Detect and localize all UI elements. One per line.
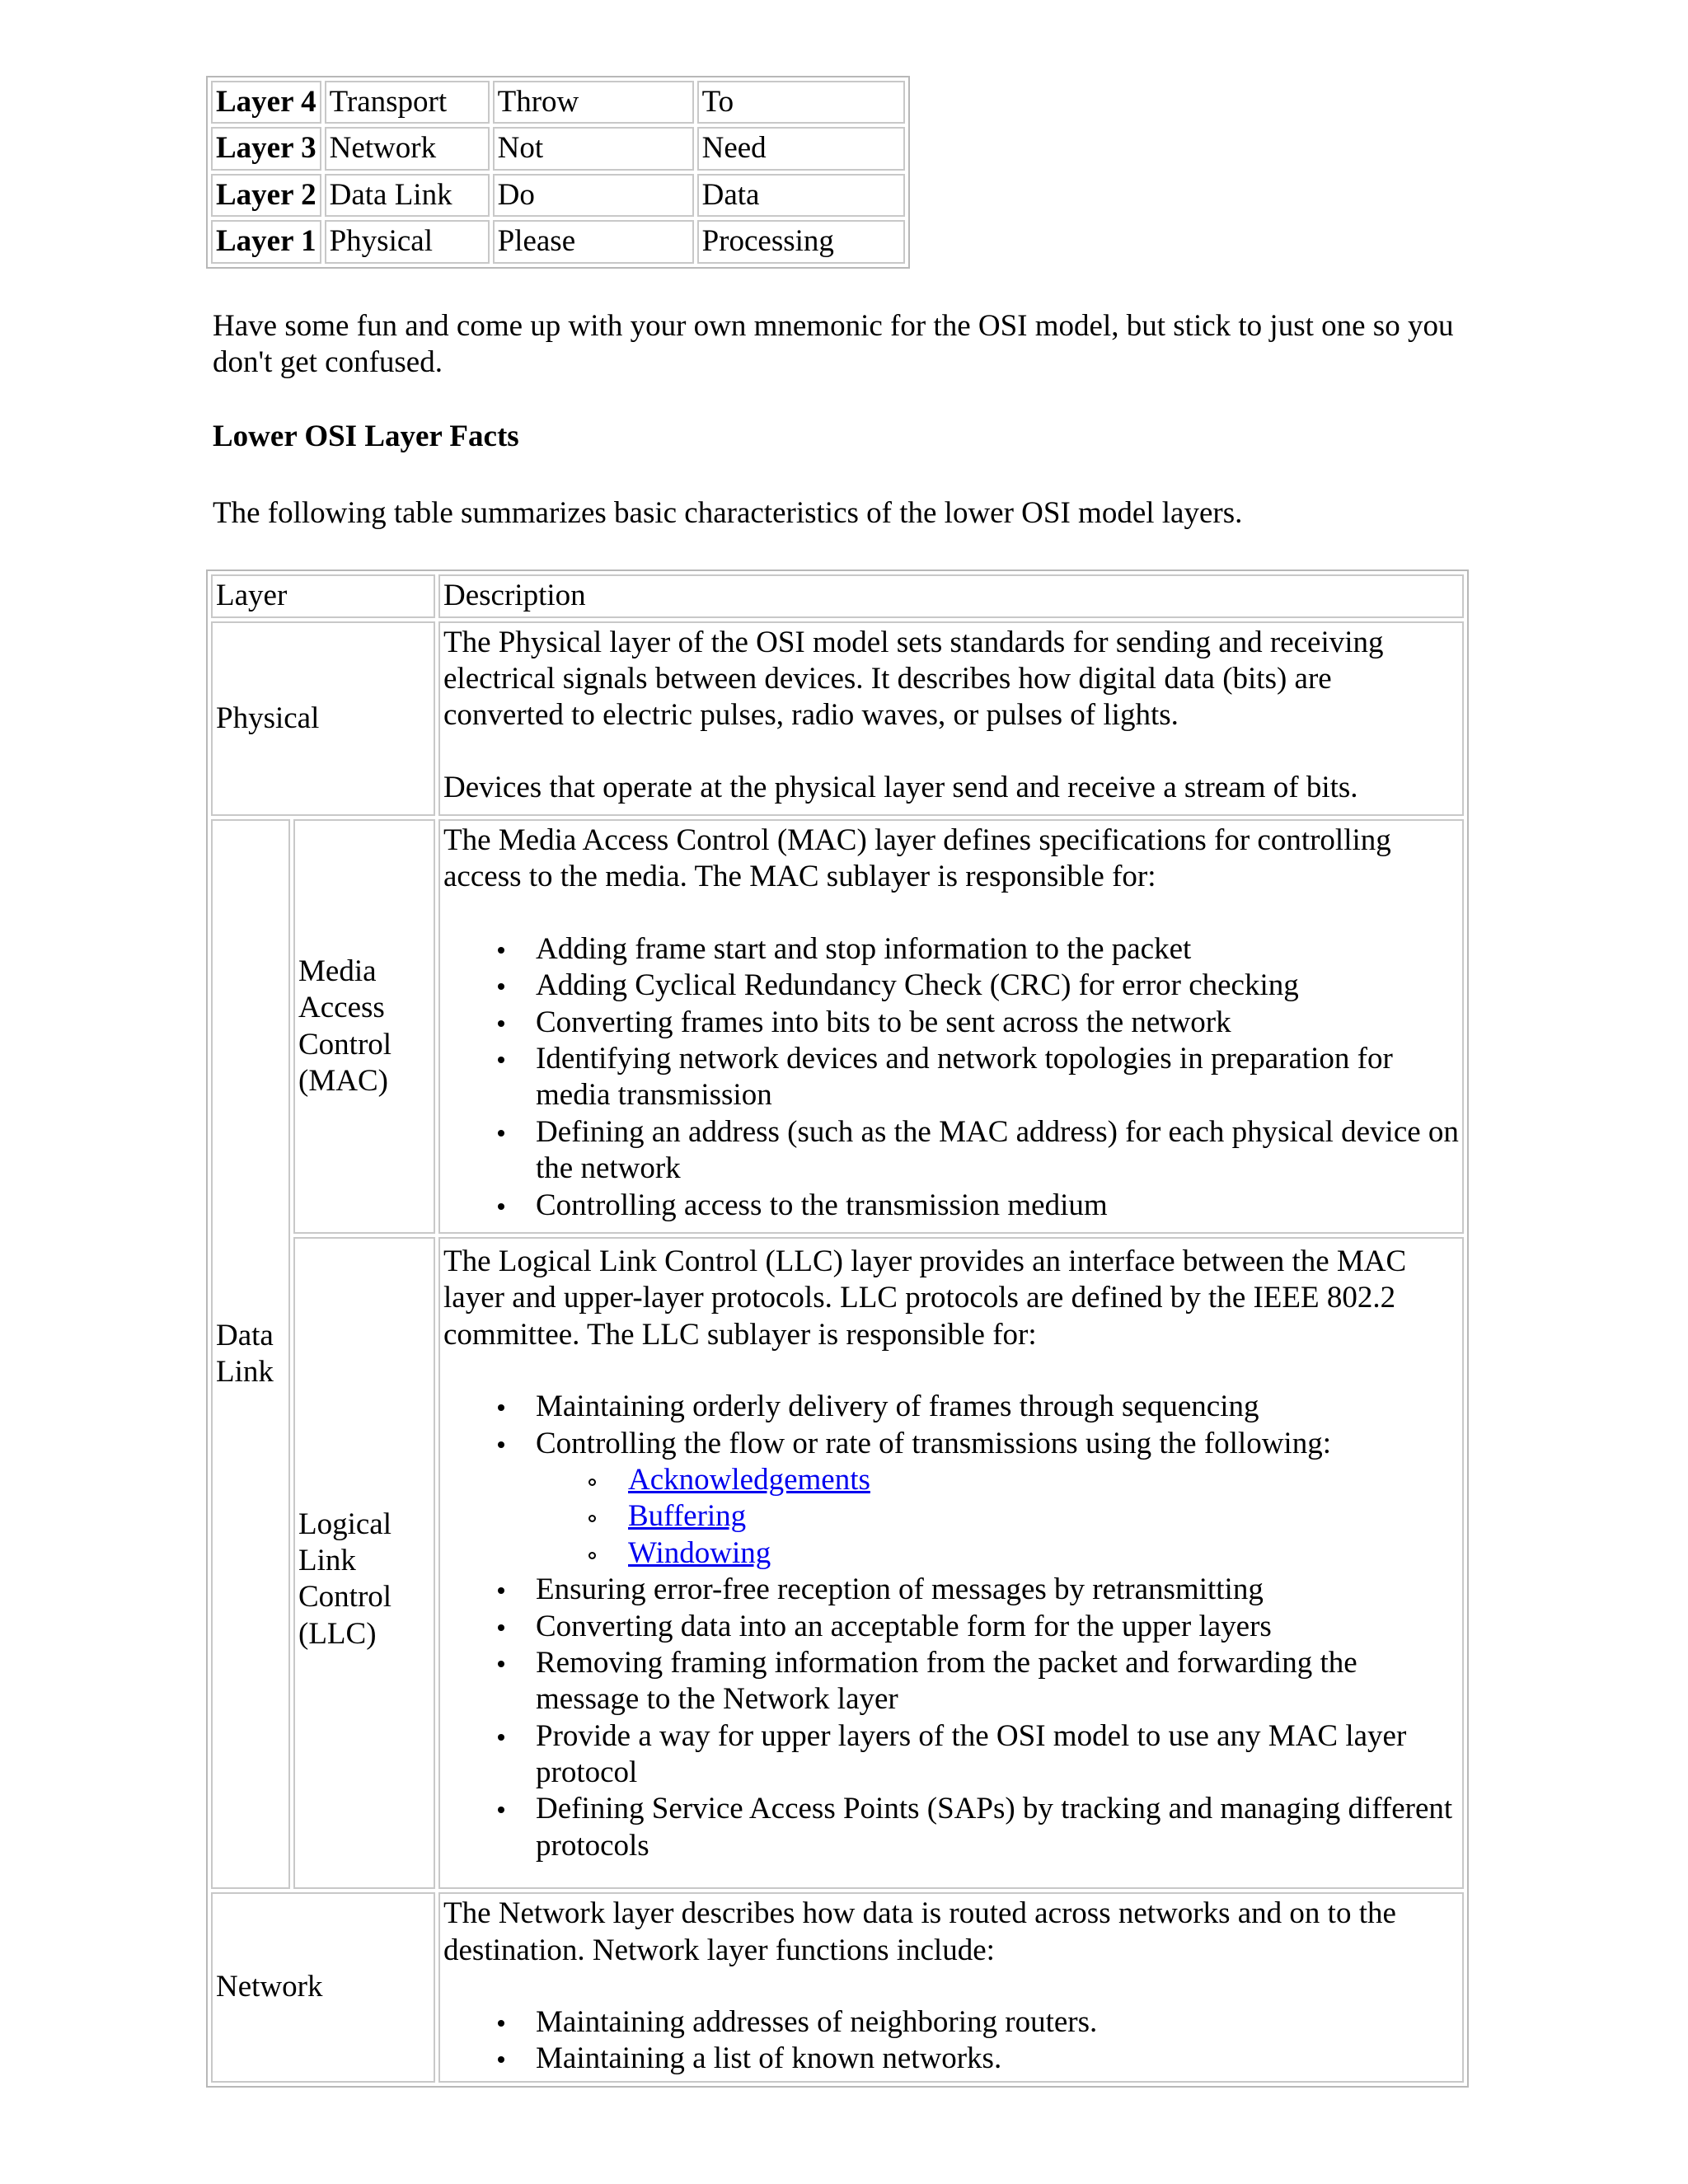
list-item: Adding Cyclical Redundancy Check (CRC) for error checking (536, 968, 1459, 1004)
bullet-list (443, 1389, 1459, 1864)
table-row-llc (211, 1237, 1464, 1889)
list-item: Converting frames into bits to be sent across the network (536, 1005, 1459, 1041)
buffering-link[interactable]: Buffering (628, 1499, 747, 1534)
description-paragraph: The Network layer describes how data is routed across networks and on to the destination. Network layer functions include: (443, 1896, 1396, 1967)
description-cell (438, 1892, 1464, 2083)
layer-name-cell: Data Link (211, 819, 290, 1889)
sub-list-item (628, 1535, 1459, 1572)
description-paragraph: The Logical Link Control (LLC) layer provides an interface between the MAC layer and upper-layer protocols. LLC protocols are defined by the IEEE 802.2 committee. The LLC sublayer is responsible for: (443, 1244, 1407, 1352)
column-header-layer: Layer (211, 574, 435, 617)
list-item: Maintaining orderly delivery of frames through sequencing (536, 1389, 1459, 1425)
acknowledgements-link[interactable]: Acknowledgements (628, 1462, 870, 1497)
sub-list-item (628, 1498, 1459, 1535)
list-item: Converting data into an acceptable form for the upper layers (536, 1609, 1459, 1645)
list-item: Removing framing information from the packet and forwarding the message to the Network layer (536, 1645, 1459, 1718)
sublayer-name-cell: Media Access Control (MAC) (293, 819, 435, 1234)
table-row (211, 127, 905, 170)
list-item: Adding frame start and stop information to the packet (536, 931, 1459, 968)
table-row (211, 81, 905, 124)
document-page (213, 76, 1477, 2088)
sub-list-item (628, 1462, 1459, 1498)
mnemonic-word-cell: Throw (493, 81, 694, 124)
list-item: Controlling access to the transmission medium (536, 1188, 1459, 1224)
list-item: Defining Service Access Points (SAPs) by tracking and managing different protocols (536, 1791, 1459, 1864)
list-item: Maintaining a list of known networks. (536, 2041, 1459, 2077)
bullet-list (443, 931, 1459, 1224)
description-cell (438, 621, 1464, 817)
table-row-network (211, 1892, 1464, 2083)
layer-number-cell: Layer 2 (211, 174, 321, 217)
list-item (536, 1426, 1459, 1572)
layer-name-cell: Network (325, 127, 490, 170)
layer-name-cell: Physical (211, 621, 435, 817)
description-cell (438, 1237, 1464, 1889)
mnemonic-word-cell: To (697, 81, 905, 124)
layer-name-cell: Physical (325, 220, 490, 263)
layer-number-cell: Layer 3 (211, 127, 321, 170)
list-item: Ensuring error-free reception of messages by retransmitting (536, 1572, 1459, 1608)
column-header-description: Description (438, 574, 1464, 617)
layer-name-cell: Data Link (325, 174, 490, 217)
mnemonic-word-cell: Do (493, 174, 694, 217)
list-item: Provide a way for upper layers of the OSI model to use any MAC layer protocol (536, 1718, 1459, 1792)
table-row-mac (211, 819, 1464, 1234)
layer-name-cell: Transport (325, 81, 490, 124)
section-heading: Lower OSI Layer Facts (213, 419, 519, 454)
mnemonic-word-cell: Not (493, 127, 694, 170)
description-paragraph: The Physical layer of the OSI model sets standards for sending and receiving electrical signals between devices. It describes how digital data (bits) are converted to electric pulses, radio waves, or pulses of lights. (443, 625, 1384, 733)
description-paragraph: The Media Access Control (MAC) layer defines specifications for controlling access to the media. The MAC sublayer is responsible for: (443, 823, 1391, 894)
description-paragraph: Devices that operate at the physical layer send and receive a stream of bits. (443, 770, 1358, 804)
intro-paragraph: Have some fun and come up with your own mnemonic for the OSI model, but stick to just one so you don't get confused. (213, 308, 1454, 379)
list-item: Defining an address (such as the MAC address) for each physical device on the network (536, 1114, 1459, 1188)
list-item-text: Controlling the flow or rate of transmissions using the following: (536, 1426, 1331, 1460)
sub-list (536, 1462, 1459, 1572)
mnemonic-word-cell: Data (697, 174, 905, 217)
mnemonic-word-cell: Need (697, 127, 905, 170)
osi-facts-table (206, 569, 1469, 2088)
bullet-list (443, 2004, 1459, 2078)
layer-number-cell: Layer 1 (211, 220, 321, 263)
mnemonic-word-cell: Please (493, 220, 694, 263)
mnemonic-table (206, 76, 910, 269)
windowing-link[interactable]: Windowing (628, 1535, 771, 1570)
list-item: Maintaining addresses of neighboring routers. (536, 2004, 1459, 2041)
description-cell (438, 819, 1464, 1234)
table-header-row (211, 574, 1464, 617)
table-row-physical (211, 621, 1464, 817)
sublayer-name-cell: Logical Link Control (LLC) (293, 1237, 435, 1889)
table-row (211, 174, 905, 217)
mnemonic-word-cell: Processing (697, 220, 905, 263)
table-row (211, 220, 905, 263)
list-item: Identifying network devices and network topologies in preparation for media transmission (536, 1041, 1459, 1114)
layer-number-cell: Layer 4 (211, 81, 321, 124)
section-intro: The following table summarizes basic characteristics of the lower OSI model layers. (213, 495, 1243, 530)
layer-name-cell: Network (211, 1892, 435, 2083)
